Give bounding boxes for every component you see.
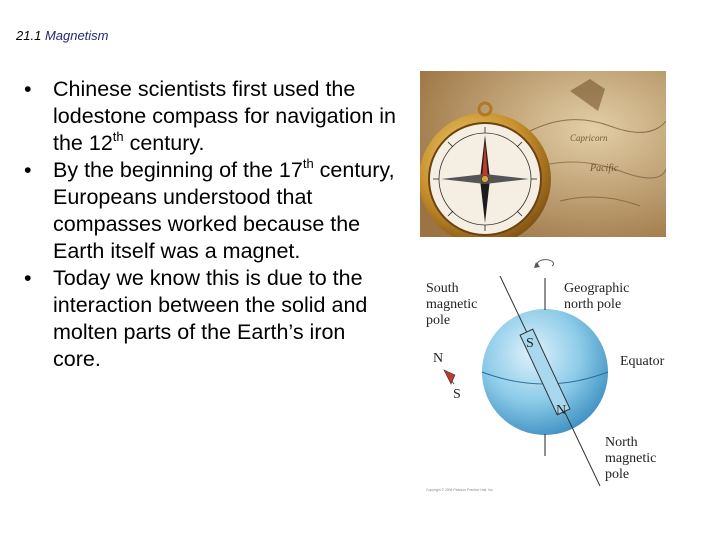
bullet-text-end: century, Europeans understood that compasses worked because the Earth itself was a magnet. [53,158,395,263]
south-magnetic-pole-label: South magnetic pole [426,281,478,328]
north-magnetic-pole-label: North magnetic pole [605,435,657,482]
equator-label: Equator [620,354,665,369]
globe-n-label: N [556,403,567,418]
bullet-item [24,76,396,157]
svg-text:Pacific: Pacific [590,163,619,174]
section-number: 21.1 [16,28,42,43]
bullet-item [24,157,396,265]
compass-s-label: S [453,387,461,402]
bullet-marker: • [24,266,32,290]
globe-s-label: S [526,336,534,351]
geographic-north-pole-label: Geographic north pole [564,281,630,312]
bullet-text-end: century. [123,131,205,155]
compass-n-label: N [433,351,444,366]
bullet-marker: • [24,158,32,182]
section-title: Magnetism [44,28,109,43]
bullet-superscript: th [112,129,124,144]
bullet-text: By the beginning of the 17 [53,158,303,182]
bullet-text: Today we know this is due to the interaction between the solid and molten parts of the Earth’s iron core. [53,266,368,371]
bullet-superscript: th [302,156,314,171]
compass-photo [420,71,666,237]
bullet-list [24,76,396,373]
bullet-text: Chinese scientists first used the lodestone compass for navigation in the 12 [53,77,397,155]
slide-header [16,28,109,43]
bullet-item [24,265,396,373]
copyright-text: Copyright © 2008 Pearson Prentice Hall, Inc. [426,488,494,492]
earth-magnet-diagram [420,250,680,500]
svg-text:Capricorn: Capricorn [570,133,608,143]
bullet-marker: • [24,77,32,101]
